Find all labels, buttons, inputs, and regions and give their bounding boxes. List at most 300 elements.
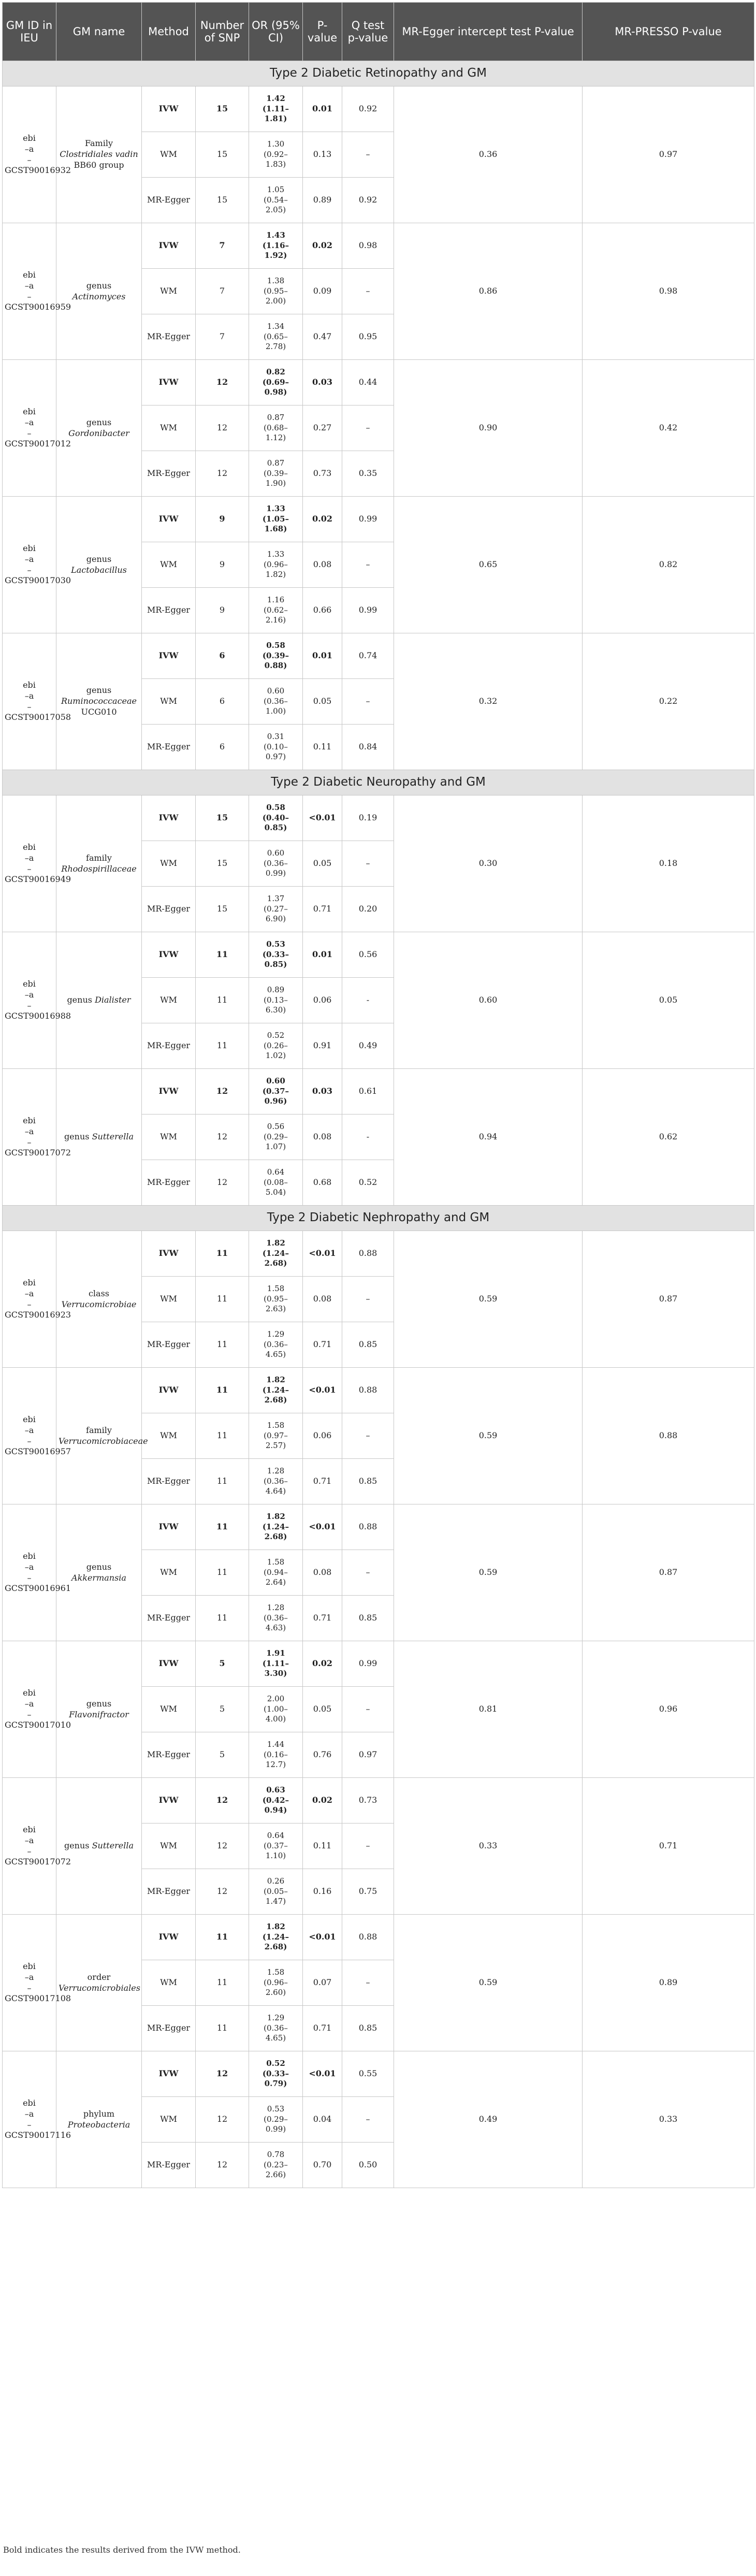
gm-name-prefix: genus (67, 995, 95, 1005)
method-cell: WM (142, 406, 196, 451)
q-test-cell: – (342, 1960, 394, 2006)
or-ci-cell (249, 1550, 303, 1596)
snp-count-cell: 12 (196, 1115, 249, 1160)
table-body (3, 61, 754, 2188)
gm-name-cell (56, 1504, 142, 1641)
or-ci-line: (0.36– (264, 1613, 288, 1623)
or-ci-line: (0.08– (264, 1177, 288, 1187)
snp-count-cell: 12 (196, 451, 249, 497)
or-ci-line: 1.82 (266, 1922, 285, 1932)
snp-count-cell: 11 (196, 932, 249, 978)
method-cell: MR-Egger (142, 588, 196, 633)
or-ci-line: 0.94) (264, 1805, 287, 1815)
q-test-cell: 0.99 (342, 1641, 394, 1687)
p-value-cell: 0.08 (303, 542, 342, 588)
table-row (3, 223, 754, 269)
or-ci-line: (0.27– (264, 904, 288, 914)
mr-presso-cell: 0.18 (583, 795, 754, 932)
gm-name-taxon: Dialister (95, 995, 131, 1005)
method-cell: MR-Egger (142, 178, 196, 223)
method-cell: IVW (142, 223, 196, 269)
or-ci-line: 2.68) (264, 1942, 287, 1952)
or-ci-line: 1.16 (267, 595, 285, 605)
method-cell: WM (142, 1687, 196, 1732)
egger-intercept-cell: 0.33 (394, 1778, 583, 1915)
q-test-cell: 0.98 (342, 223, 394, 269)
gm-name-cell (56, 1641, 142, 1778)
gm-id-line: –a (24, 1126, 34, 1136)
or-ci-cell (249, 1687, 303, 1732)
q-test-cell: 0.19 (342, 795, 394, 841)
or-ci-line: 1.33 (267, 549, 285, 559)
table-footnote: Bold indicates the results derived from the IVW method. (3, 2545, 241, 2555)
gm-id-line: ebi (23, 1687, 36, 1698)
or-ci-line: (0.36– (264, 1339, 288, 1349)
snp-count-cell: 12 (196, 1824, 249, 1869)
or-ci-cell (249, 542, 303, 588)
q-test-cell: 0.50 (342, 2143, 394, 2188)
or-ci-cell (249, 1231, 303, 1277)
mr-presso-cell: 0.87 (583, 1504, 754, 1641)
or-ci-line: 0.85) (264, 960, 287, 969)
q-test-cell: – (342, 1277, 394, 1322)
or-ci-line: (0.97– (264, 1430, 288, 1440)
q-test-cell: 0.49 (342, 1023, 394, 1069)
method-cell: MR-Egger (142, 1732, 196, 1778)
snp-count-cell: 5 (196, 1641, 249, 1687)
or-ci-line: 0.58 (266, 803, 285, 813)
or-ci-cell (249, 1023, 303, 1069)
q-test-cell: 0.35 (342, 451, 394, 497)
or-ci-line: 1.68) (264, 524, 287, 534)
or-ci-line: 12.7) (265, 1760, 286, 1770)
snp-count-cell: 11 (196, 1504, 249, 1550)
p-value-cell: 0.91 (303, 1023, 342, 1069)
gm-id-line: –a (24, 852, 34, 863)
or-ci-line: 0.53 (267, 2104, 285, 2114)
gm-id-cell (3, 1069, 71, 1206)
method-cell: IVW (142, 497, 196, 542)
or-ci-line: (0.33– (262, 2068, 289, 2078)
gm-id-cell (3, 795, 71, 932)
q-test-cell: – (342, 269, 394, 314)
egger-intercept-cell: 0.94 (394, 1069, 583, 1206)
snp-count-cell: 5 (196, 1732, 249, 1778)
or-ci-line: 0.52 (266, 2059, 285, 2068)
or-ci-line: 2.63) (265, 1304, 286, 1314)
gm-id-line: ebi (23, 978, 36, 989)
gm-id-cell (3, 223, 71, 360)
gm-id-line: ebi (23, 1961, 36, 1971)
egger-intercept-cell: 0.32 (394, 633, 583, 770)
q-test-cell: 0.85 (342, 1596, 394, 1641)
or-ci-cell (249, 1778, 303, 1824)
p-value-cell: <0.01 (303, 1504, 342, 1550)
p-value-cell: 0.05 (303, 679, 342, 725)
or-ci-line: 1.91 (266, 1648, 285, 1658)
or-ci-line: (1.24– (262, 1522, 289, 1531)
egger-intercept-cell: 0.36 (394, 86, 583, 223)
or-ci-cell (249, 932, 303, 978)
or-ci-line: 1.05 (267, 185, 285, 195)
or-ci-line: (0.05– (264, 1886, 288, 1896)
method-cell: MR-Egger (142, 1596, 196, 1641)
q-test-cell: 0.75 (342, 1869, 394, 1915)
or-ci-line: 1.28 (267, 1466, 285, 1476)
q-test-cell: – (342, 679, 394, 725)
p-value-cell: 0.89 (303, 178, 342, 223)
method-cell: IVW (142, 1368, 196, 1413)
section-row (3, 1206, 754, 1231)
method-cell: WM (142, 132, 196, 178)
gm-name-suffix: UCG010 (81, 706, 117, 717)
or-ci-line: 2.60) (265, 1988, 286, 1998)
q-test-cell: 0.92 (342, 178, 394, 223)
gm-name-cell (56, 1069, 142, 1206)
q-test-cell: 0.85 (342, 1322, 394, 1368)
gm-id-line: –GCST90017116 (5, 2119, 71, 2140)
gm-name-suffix: BB60 group (74, 160, 124, 170)
snp-count-cell: 11 (196, 1277, 249, 1322)
gm-id-cell (3, 86, 71, 223)
gm-id-line: ebi (23, 1115, 36, 1125)
gm-name-cell (56, 1368, 148, 1504)
gm-name-taxon: Clostridiales vadin (60, 149, 138, 160)
section-title: Type 2 Diabetic Neuropathy and GM (3, 770, 754, 795)
snp-count-cell: 12 (196, 360, 249, 406)
gm-name-cell (56, 86, 142, 223)
egger-intercept-cell: 0.59 (394, 1915, 583, 2051)
method-cell: IVW (142, 360, 196, 406)
or-ci-cell (249, 1824, 303, 1869)
or-ci-line: (0.39– (262, 650, 289, 660)
or-ci-line: 1.29 (267, 2013, 285, 2023)
gm-name-cell (56, 497, 142, 633)
or-ci-line: 0.97) (265, 752, 286, 762)
p-value-cell: 0.08 (303, 1115, 342, 1160)
gm-id-line: –a (24, 1288, 34, 1298)
or-ci-cell (249, 2051, 303, 2097)
p-value-cell: 0.09 (303, 269, 342, 314)
snp-count-cell: 11 (196, 1550, 249, 1596)
table-row (3, 1915, 754, 1960)
gm-name-prefix: order (87, 1972, 111, 1982)
p-value-cell: 0.02 (303, 223, 342, 269)
snp-count-cell: 11 (196, 1459, 249, 1504)
method-cell: MR-Egger (142, 1160, 196, 1206)
mr-presso-cell: 0.87 (583, 1231, 754, 1368)
or-ci-line: (0.68– (264, 423, 288, 432)
or-ci-line: (0.29– (264, 2114, 288, 2124)
or-ci-cell (249, 132, 303, 178)
or-ci-line: 1.34 (267, 322, 285, 331)
method-cell: WM (142, 1115, 196, 1160)
method-cell: IVW (142, 1915, 196, 1960)
or-ci-cell (249, 360, 303, 406)
gm-id-line: –GCST90017058 (5, 701, 71, 722)
q-test-cell: 0.88 (342, 1504, 394, 1550)
q-test-cell: 0.99 (342, 497, 394, 542)
or-ci-cell (249, 1915, 303, 1960)
or-ci-cell (249, 406, 303, 451)
or-ci-line: 2.78) (265, 342, 286, 352)
q-test-cell: - (342, 1115, 394, 1160)
col-header-or-ci: OR (95% CI) (249, 3, 303, 61)
mr-presso-cell: 0.82 (583, 497, 754, 633)
or-ci-cell (249, 1322, 303, 1368)
or-ci-cell (249, 1504, 303, 1550)
method-cell: MR-Egger (142, 2143, 196, 2188)
col-header-egger-intercept: MR-Egger intercept test P-value (394, 3, 583, 61)
snp-count-cell: 12 (196, 2097, 249, 2143)
gm-id-line: ebi (23, 842, 36, 852)
p-value-cell: 0.02 (303, 1641, 342, 1687)
snp-count-cell: 11 (196, 1023, 249, 1069)
p-value-cell: 0.73 (303, 451, 342, 497)
gm-id-line: –a (24, 989, 34, 1000)
or-ci-line: 4.64) (265, 1486, 286, 1496)
egger-intercept-cell: 0.59 (394, 1504, 583, 1641)
q-test-cell: 0.88 (342, 1231, 394, 1277)
q-test-cell: – (342, 542, 394, 588)
gm-id-line: –a (24, 280, 34, 291)
table-row (3, 1231, 754, 1277)
or-ci-cell (249, 1732, 303, 1778)
snp-count-cell: 11 (196, 1596, 249, 1641)
method-cell: MR-Egger (142, 451, 196, 497)
p-value-cell: 0.68 (303, 1160, 342, 1206)
or-ci-cell (249, 679, 303, 725)
or-ci-line: 0.98) (264, 387, 287, 397)
gm-name-taxon: Verrucomicrobiaceae (59, 1436, 148, 1446)
method-cell: MR-Egger (142, 1459, 196, 1504)
or-ci-cell (249, 223, 303, 269)
p-value-cell: 0.07 (303, 1960, 342, 2006)
method-cell: WM (142, 1413, 196, 1459)
snp-count-cell: 12 (196, 1069, 249, 1115)
gm-id-line: ebi (23, 543, 36, 553)
p-value-cell: 0.47 (303, 314, 342, 360)
or-ci-cell (249, 725, 303, 770)
p-value-cell: 0.16 (303, 1869, 342, 1915)
gm-id-line: –GCST90017072 (5, 1846, 71, 1867)
or-ci-line: 4.00) (265, 1714, 286, 1724)
or-ci-line: (0.96– (264, 559, 288, 569)
or-ci-line: 0.99) (265, 2124, 286, 2134)
or-ci-line: 4.63) (265, 1623, 286, 1633)
snp-count-cell: 9 (196, 542, 249, 588)
or-ci-line: (0.94– (264, 1567, 288, 1577)
q-test-cell: 0.52 (342, 1160, 394, 1206)
or-ci-line: 0.53 (266, 939, 285, 949)
p-value-cell: 0.71 (303, 1596, 342, 1641)
or-ci-line: (0.10– (264, 742, 288, 751)
q-test-cell: 0.44 (342, 360, 394, 406)
method-cell: WM (142, 2097, 196, 2143)
or-ci-cell (249, 588, 303, 633)
gm-id-line: ebi (23, 269, 36, 280)
or-ci-line: (0.37– (262, 1086, 289, 1096)
snp-count-cell: 11 (196, 1368, 249, 1413)
or-ci-line: 0.64 (267, 1831, 285, 1841)
or-ci-line: 1.07) (265, 1142, 286, 1152)
gm-name-prefix: genus (86, 1698, 112, 1709)
or-ci-line: 2.68) (264, 1258, 287, 1268)
p-value-cell: 0.76 (303, 1732, 342, 1778)
method-cell: MR-Egger (142, 725, 196, 770)
method-cell: WM (142, 1824, 196, 1869)
mr-presso-cell: 0.05 (583, 932, 754, 1069)
mr-presso-cell: 0.71 (583, 1778, 754, 1915)
gm-id-line: –a (24, 1425, 34, 1435)
gm-id-line: –a (24, 1698, 34, 1709)
or-ci-line: 0.82 (266, 367, 285, 377)
or-ci-line: 1.30 (267, 139, 285, 149)
or-ci-line: 1.58 (267, 1284, 285, 1294)
q-test-cell: – (342, 1687, 394, 1732)
or-ci-line: (0.36– (264, 1476, 288, 1486)
gm-name-prefix: family (86, 1425, 112, 1435)
or-ci-line: 0.52 (267, 1031, 285, 1040)
gm-name-cell (56, 223, 142, 360)
gm-id-line: –a (24, 1972, 34, 1982)
or-ci-line: 0.56 (267, 1122, 285, 1132)
snp-count-cell: 11 (196, 1322, 249, 1368)
or-ci-line: (1.05– (262, 514, 289, 524)
or-ci-line: 1.00) (265, 706, 286, 716)
or-ci-line: 1.81) (264, 114, 287, 124)
p-value-cell: <0.01 (303, 1915, 342, 1960)
or-ci-cell (249, 887, 303, 932)
gm-name-prefix: genus (86, 685, 112, 696)
method-cell: IVW (142, 795, 196, 841)
gm-id-line: –GCST90016949 (5, 863, 71, 885)
col-header-method: Method (142, 3, 196, 61)
or-ci-line: 1.28 (267, 1603, 285, 1613)
gm-id-line: –a (24, 554, 34, 564)
p-value-cell: 0.01 (303, 86, 342, 132)
or-ci-line: (0.42– (262, 1795, 289, 1805)
q-test-cell: – (342, 2097, 394, 2143)
or-ci-line: 0.60 (267, 848, 285, 858)
gm-name-taxon: Sutterella (92, 1841, 134, 1851)
gm-id-line: –a (24, 1835, 34, 1845)
gm-id-line: –GCST90016957 (5, 1436, 71, 1457)
or-ci-cell (249, 978, 303, 1023)
or-ci-cell (249, 1413, 303, 1459)
or-ci-line: (0.13– (264, 995, 288, 1005)
or-ci-line: 2.64) (265, 1578, 286, 1587)
or-ci-cell (249, 633, 303, 679)
p-value-cell: 0.71 (303, 1322, 342, 1368)
gm-id-cell (3, 633, 71, 770)
gm-id-cell (3, 360, 71, 497)
egger-intercept-cell: 0.86 (394, 223, 583, 360)
or-ci-cell (249, 451, 303, 497)
or-ci-line: 4.65) (265, 2033, 286, 2043)
method-cell: IVW (142, 1778, 196, 1824)
table-row (3, 795, 754, 841)
q-test-cell: 0.85 (342, 2006, 394, 2051)
col-header-snp-count: Number of SNP (196, 3, 249, 61)
q-test-cell: 0.92 (342, 86, 394, 132)
or-ci-line: (0.33– (262, 949, 289, 959)
q-test-cell: – (342, 406, 394, 451)
or-ci-cell (249, 1277, 303, 1322)
section-title: Type 2 Diabetic Nephropathy and GM (3, 1206, 754, 1231)
or-ci-line: 0.89 (267, 985, 285, 995)
method-cell: IVW (142, 932, 196, 978)
egger-intercept-cell: 0.81 (394, 1641, 583, 1778)
snp-count-cell: 12 (196, 2143, 249, 2188)
snp-count-cell: 12 (196, 1778, 249, 1824)
p-value-cell: 0.01 (303, 932, 342, 978)
or-ci-line: 6.90) (265, 914, 286, 924)
gm-id-line: –GCST90017012 (5, 428, 71, 449)
or-ci-cell (249, 269, 303, 314)
p-value-cell: 0.02 (303, 497, 342, 542)
snp-count-cell: 11 (196, 1413, 249, 1459)
snp-count-cell: 5 (196, 1687, 249, 1732)
or-ci-line: 4.65) (265, 1350, 286, 1359)
gm-id-line: –GCST90016923 (5, 1299, 71, 1320)
gm-id-cell (3, 497, 71, 633)
gm-name-prefix: family (86, 852, 112, 863)
or-ci-line: (1.16– (262, 240, 289, 250)
mr-results-table (2, 2, 754, 2188)
p-value-cell: 0.01 (303, 633, 342, 679)
or-ci-cell (249, 178, 303, 223)
egger-intercept-cell: 0.30 (394, 795, 583, 932)
section-row (3, 770, 754, 795)
gm-name-prefix: genus (64, 1841, 92, 1851)
or-ci-line: (1.11– (262, 104, 289, 113)
or-ci-line: 1.38 (267, 276, 285, 286)
gm-id-line: –a (24, 143, 34, 154)
or-ci-line: 0.63 (266, 1785, 285, 1795)
gm-name-prefix: genus (86, 417, 112, 427)
gm-id-cell (3, 1231, 71, 1368)
or-ci-line: 0.85) (264, 823, 287, 833)
or-ci-line: 0.79) (264, 2079, 287, 2089)
egger-intercept-cell: 0.90 (394, 360, 583, 497)
gm-name-cell (56, 360, 142, 497)
gm-id-cell (3, 1641, 71, 1778)
method-cell: IVW (142, 86, 196, 132)
or-ci-line: (0.92– (264, 149, 288, 159)
gm-id-line: ebi (23, 1551, 36, 1561)
q-test-cell: 0.97 (342, 1732, 394, 1778)
gm-name-prefix: Family (85, 138, 113, 149)
gm-name-taxon: Proteobacteria (67, 2119, 130, 2130)
gm-id-line: ebi (23, 1414, 36, 1424)
or-ci-line: 0.26 (267, 1876, 285, 1886)
or-ci-line: (0.54– (264, 195, 288, 205)
mr-presso-cell: 0.96 (583, 1641, 754, 1778)
method-cell: WM (142, 1277, 196, 1322)
q-test-cell: – (342, 841, 394, 887)
or-ci-cell (249, 86, 303, 132)
gm-name-cell (56, 932, 142, 1069)
or-ci-line: 1.58 (267, 1421, 285, 1430)
or-ci-line: (1.00– (264, 1704, 288, 1714)
method-cell: WM (142, 542, 196, 588)
snp-count-cell: 15 (196, 841, 249, 887)
method-cell: IVW (142, 1231, 196, 1277)
q-test-cell: 0.99 (342, 588, 394, 633)
or-ci-line: (0.95– (264, 1294, 288, 1304)
gm-id-line: ebi (23, 133, 36, 143)
